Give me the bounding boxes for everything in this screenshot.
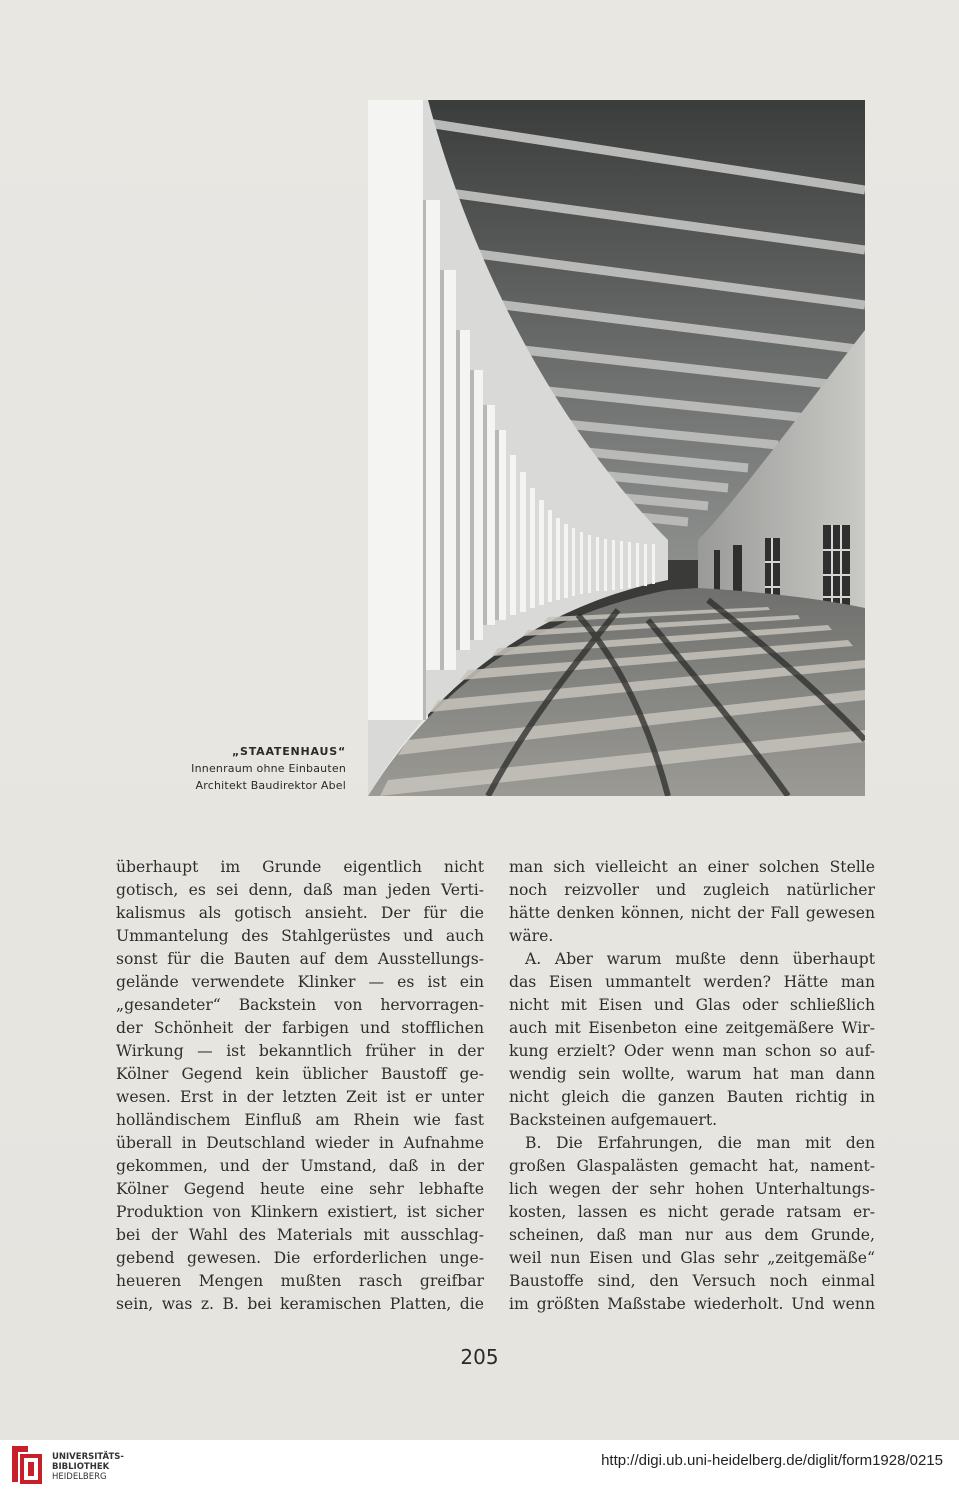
library-name-line1: UNIVERSITÄTS- [52,1452,124,1462]
library-logo-icon [10,1442,42,1486]
text-line: überhaupt im Grunde eigentlich nicht [116,858,484,876]
text-line: gelände verwendete Klinker — es ist ein [116,973,484,991]
photo-caption [126,743,346,794]
footer-bar [0,1440,959,1507]
text-line: wesen. Erst in der letzten Zeit ist er unter [116,1088,484,1106]
text-line: Wirkung — ist bekanntlich früher in der [116,1042,484,1060]
text-line: gekommen, und der Umstand, daß in der [116,1157,484,1175]
text-line: B. Die Erfahrungen, die man mit den [525,1134,875,1152]
text-line: wäre. [509,927,554,945]
text-line: im größten Maßstabe wiederholt. Und wenn [509,1295,875,1313]
text-line: A. Aber warum mußte denn überhaupt [525,950,875,968]
text-line: sein, was z. B. bei keramischen Platten, die [116,1295,484,1313]
text-line: sonst für die Bauten auf dem Ausstellungs- [116,950,484,968]
text-line: weil nun Eisen und Glas sehr „zeitgemäße“ [509,1249,875,1267]
caption-architect: Architekt Baudirektor Abel [195,779,346,792]
photo-illustration [368,100,865,796]
text-line: nicht gleich die ganzen Bauten richtig in [509,1088,875,1106]
text-line: Kölner Gegend heute eine sehr lebhafte [116,1180,484,1198]
text-line: scheinen, daß man nur aus dem Grunde, [509,1226,875,1244]
text-line: Backsteinen aufgemauert. [509,1111,718,1129]
text-line: Produktion von Klinkern existiert, ist sicher [116,1203,484,1221]
text-column-right [509,856,875,1316]
text-line: man sich vielleicht an einer solchen Stelle [509,858,875,876]
text-line: Kölner Gegend kein üblicher Baustoff ge- [116,1065,484,1083]
library-name-line2: BIBLIOTHEK [52,1462,110,1472]
text-column-left [116,856,484,1316]
text-line: Baustoffe sind, den Versuch noch einmal [509,1272,875,1290]
source-url-link[interactable]: http://digi.ub.uni-heidelberg.de/diglit/form1928/0215 [601,1452,943,1469]
text-line: nicht mit Eisen und Glas oder schließlich [509,996,875,1014]
caption-title: „STAATENHAUS“ [231,745,346,758]
text-line: wendig sein wollte, warum hat man dann [509,1065,875,1083]
page-number: 205 [460,1345,499,1369]
text-line: holländischem Einfluß am Rhein wie fast [116,1111,484,1129]
text-line: auch mit Eisenbeton eine zeitgemäßere Wir- [509,1019,875,1037]
text-line: lich wegen der sehr hohen Unterhaltungs- [509,1180,875,1198]
text-line: das Eisen ummantelt werden? Hätte man [509,973,875,991]
text-line: gebend gewesen. Die erforderlichen unge- [116,1249,484,1267]
library-name [52,1452,124,1482]
text-line: kung erzielt? Oder wenn man schon so auf- [509,1042,875,1060]
text-line: kosten, lassen es nicht gerade ratsam er- [509,1203,875,1221]
caption-subtitle: Innenraum ohne Einbauten [191,762,346,775]
text-line: „gesandeter“ Backstein von hervorragen- [116,996,484,1014]
text-line: noch reizvoller und zugleich natürlicher [509,881,875,899]
staatenhaus-interior-photo [368,100,865,796]
text-line: hätte denken können, nicht der Fall gewesen [509,904,875,922]
text-line: Ummantelung des Stahlgerüstes und auch [116,927,484,945]
library-name-line3: HEIDELBERG [52,1472,107,1482]
text-line: bei der Wahl des Materials mit ausschlag- [116,1226,484,1244]
text-line: überall in Deutschland wieder in Aufnahme [116,1134,484,1152]
text-line: heueren Mengen mußten rasch greifbar [116,1272,484,1290]
text-line: der Schönheit der farbigen und stofflichen [116,1019,484,1037]
text-line: großen Glaspalästen gemacht hat, nament- [509,1157,875,1175]
text-line: gotisch, es sei denn, daß man jeden Verti- [116,881,484,899]
text-line: kalismus als gotisch ansieht. Der für die [116,904,484,922]
